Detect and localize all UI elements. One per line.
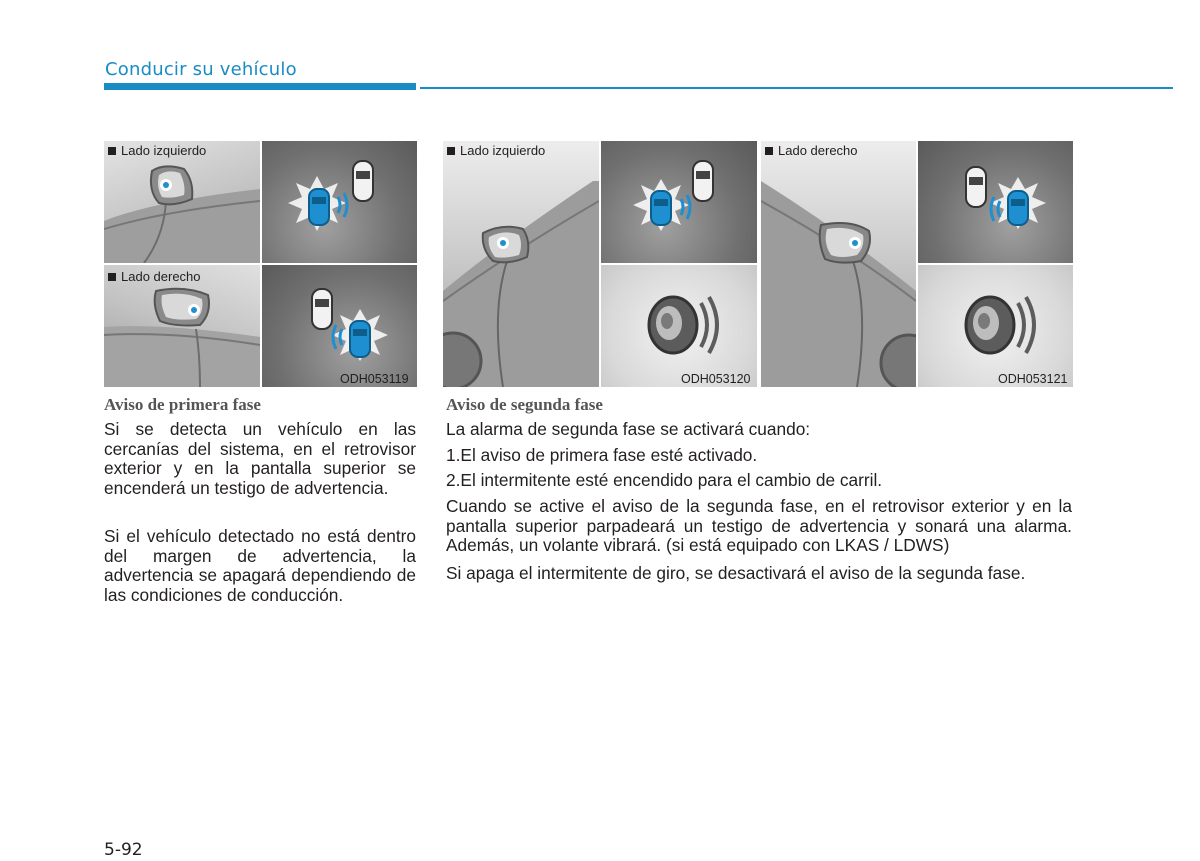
header-rule-thick (104, 83, 416, 90)
speaker-icon (966, 297, 1034, 353)
paragraph: Cuando se active el aviso de la segunda fase, en el retrovisor exterior y en la pantalla superior parpadeará un testigo de advertencia y sonará una alarma. Además, un volante vibrará. (si está equipado con LKAS / LDWS) (446, 496, 1072, 555)
other-car-icon (353, 161, 373, 201)
speaker-image-left (601, 265, 757, 387)
paragraph: Si apaga el intermitente de giro, se desactivará el aviso de la segunda fase. (446, 563, 1026, 583)
label-left-side: Lado izquierdo (447, 143, 545, 158)
figure-code: ODH053121 (998, 372, 1068, 386)
figure-second-stage-right (761, 141, 1073, 389)
display-right-image (262, 265, 417, 387)
paragraph: Si se detecta un vehículo en las cercanías del sistema, en el retrovisor exterior y en la pantalla superior se encenderá un testigo de advertencia. (104, 419, 416, 498)
paragraph: 1.El aviso de primera fase esté activado. (446, 445, 758, 465)
figure-code: ODH053120 (681, 372, 751, 386)
display-right-image (918, 141, 1073, 263)
figure-code: ODH053119 (340, 372, 409, 386)
figure-first-stage (104, 141, 417, 389)
car-side-left-image (443, 141, 599, 387)
paragraph: La alarma de segunda fase se activará cuando: (446, 419, 811, 439)
figure-second-stage-left (443, 141, 757, 389)
heading-first-stage: Aviso de primera fase (104, 395, 261, 414)
display-left-image (601, 141, 757, 263)
speaker-icon (649, 297, 717, 353)
header-rule-thin (420, 87, 1173, 89)
mirror-left-image (104, 141, 260, 263)
label-right-side: Lado derecho (108, 269, 201, 284)
own-car-warning-icon (309, 189, 329, 225)
car-side-right-image (761, 141, 916, 387)
speaker-image-right (918, 265, 1073, 387)
label-right-side: Lado derecho (765, 143, 858, 158)
section-title: Conducir su vehículo (105, 59, 297, 80)
label-left-side: Lado izquierdo (108, 143, 206, 158)
heading-second-stage: Aviso de segunda fase (446, 395, 603, 414)
display-left-image (262, 141, 417, 263)
paragraph: Si el vehículo detectado no está dentro del margen de advertencia, la advertencia se apagará dependiendo de las condiciones de conducción. (104, 526, 416, 605)
paragraph: 2.El intermitente esté encendido para el cambio de carril. (446, 470, 883, 490)
page-number: 5-92 (104, 840, 143, 860)
